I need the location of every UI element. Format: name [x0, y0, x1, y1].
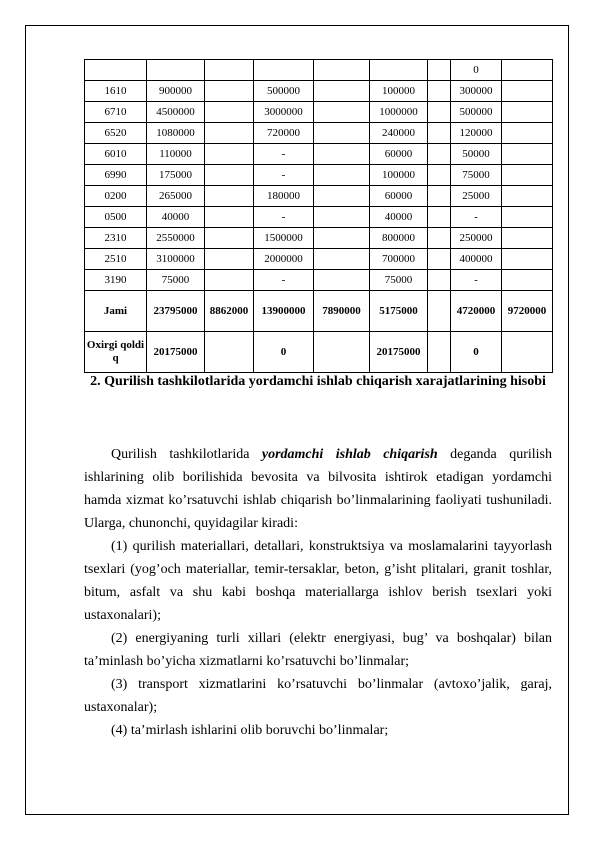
accounts-table — [84, 59, 553, 373]
table-row — [85, 332, 553, 373]
table-cell — [451, 102, 502, 123]
cell-text: 0 — [473, 345, 479, 358]
cell-text: 0 — [280, 345, 287, 358]
table-cell — [314, 60, 370, 81]
table-cell — [428, 207, 451, 228]
table-cell — [502, 270, 553, 291]
cell-text: - — [474, 210, 478, 223]
cell-text: 265000 — [159, 189, 192, 202]
table-cell — [85, 144, 147, 165]
cell-text: - — [281, 168, 286, 181]
table-cell — [205, 207, 254, 228]
table-cell — [147, 228, 205, 249]
table-row — [85, 186, 553, 207]
table-cell — [205, 228, 254, 249]
table-row — [85, 207, 553, 228]
cell-text: 4500000 — [156, 105, 195, 118]
table-cell — [254, 249, 314, 270]
table-cell — [85, 60, 147, 81]
table-cell — [254, 291, 314, 332]
table-cell — [502, 291, 553, 332]
cell-text: 60000 — [384, 147, 413, 160]
table-cell — [147, 270, 205, 291]
cell-text: 1080000 — [156, 126, 195, 139]
table-cell — [451, 144, 502, 165]
cell-text: 3100000 — [156, 252, 195, 265]
cell-text: - — [281, 273, 286, 286]
cell-text: Oxirgi qoldiq — [86, 339, 145, 364]
cell-text: 75000 — [384, 273, 413, 286]
table-cell — [314, 123, 370, 144]
table-cell — [370, 144, 428, 165]
table-cell — [502, 144, 553, 165]
table-row — [85, 144, 553, 165]
table-cell — [502, 186, 553, 207]
cell-text: 250000 — [459, 231, 493, 244]
table-cell — [314, 249, 370, 270]
table-cell — [451, 291, 502, 332]
cell-text: 40000 — [161, 210, 190, 223]
cell-text: 3000000 — [264, 105, 303, 118]
cell-text: 8862000 — [209, 304, 249, 317]
table-cell — [314, 165, 370, 186]
table-cell — [428, 81, 451, 102]
cell-text: 0 — [473, 63, 479, 76]
table-cell — [502, 332, 553, 373]
table-cell — [85, 228, 147, 249]
table-cell — [254, 144, 314, 165]
cell-text: 7890000 — [322, 304, 361, 317]
cell-text: 20175000 — [153, 345, 198, 358]
table-cell — [205, 81, 254, 102]
cell-text: 1000000 — [379, 105, 418, 118]
table-cell — [205, 123, 254, 144]
table-cell — [370, 270, 428, 291]
table-cell — [428, 102, 451, 123]
table-row — [85, 81, 553, 102]
table-cell — [428, 165, 451, 186]
table-cell — [451, 332, 502, 373]
table-row — [85, 123, 553, 144]
table-cell — [370, 60, 428, 81]
cell-text: - — [281, 210, 286, 223]
cell-text: 1500000 — [264, 231, 303, 244]
table-cell — [314, 81, 370, 102]
table-cell — [85, 332, 147, 373]
table-row — [85, 249, 553, 270]
table-cell — [451, 60, 502, 81]
cell-text: 6990 — [104, 168, 127, 181]
table-cell — [451, 165, 502, 186]
cell-text: 800000 — [382, 231, 415, 244]
cell-text: 6710 — [104, 105, 127, 118]
table-cell — [370, 249, 428, 270]
table-cell — [205, 60, 254, 81]
table-cell — [314, 270, 370, 291]
cell-text: 110000 — [159, 147, 192, 160]
table-cell — [451, 186, 502, 207]
table-cell — [205, 144, 254, 165]
cell-text: 13900000 — [261, 304, 306, 317]
paragraph-text: Qurilish tashkilotlarida — [111, 447, 262, 462]
table-cell — [85, 249, 147, 270]
table-cell — [147, 81, 205, 102]
body-text — [84, 443, 552, 742]
table-cell — [314, 207, 370, 228]
cell-text: 100000 — [382, 84, 415, 97]
table-row — [85, 228, 553, 249]
table-row — [85, 165, 553, 186]
table-cell — [254, 60, 314, 81]
table-row — [85, 291, 553, 332]
table-cell — [147, 332, 205, 373]
table-cell — [147, 102, 205, 123]
table-cell — [314, 186, 370, 207]
paragraph-text: deganda qurilish ishlarining olib borilishida bevosita va bilvosita ishtirok etadigan yordamchi hamda xizmat ko’rsatuvchi ishlab chiqarish bo’linmalarining faoliyati tushuniladi. Ularga, chunonchi, quyidagilar kiradi: — [84, 447, 552, 531]
cell-text: 50000 — [462, 147, 490, 160]
cell-text: 20175000 — [376, 345, 421, 358]
cell-text: 60000 — [384, 189, 413, 202]
cell-text: Jami — [103, 304, 128, 317]
table-cell — [502, 102, 553, 123]
table-cell — [147, 207, 205, 228]
table-cell — [254, 102, 314, 123]
cell-text: 120000 — [459, 126, 493, 139]
table-cell — [370, 102, 428, 123]
cell-text: 75000 — [462, 168, 490, 181]
table-cell — [147, 60, 205, 81]
cell-text: 180000 — [267, 189, 300, 202]
table-cell — [502, 249, 553, 270]
table-cell — [370, 228, 428, 249]
table-cell — [205, 291, 254, 332]
table-cell — [147, 123, 205, 144]
table-cell — [428, 291, 451, 332]
table-cell — [254, 81, 314, 102]
table-cell — [314, 228, 370, 249]
emphasis-term: yordamchi ishlab chiqarish — [261, 447, 438, 462]
table-cell — [254, 186, 314, 207]
cell-text: 2000000 — [264, 252, 303, 265]
table-cell — [314, 144, 370, 165]
table-cell — [370, 207, 428, 228]
table-cell — [205, 249, 254, 270]
table-cell — [254, 123, 314, 144]
table-cell — [205, 102, 254, 123]
cell-text: 400000 — [459, 252, 493, 265]
table-row — [85, 102, 553, 123]
table-cell — [428, 60, 451, 81]
table-cell — [147, 249, 205, 270]
list-item: (1) qurilish materiallari, detallari, konstruktsiya va moslamalarini tayyorlash tsexlari (yog’och materiallar, temir-tersaklar, beton, g’isht plitalari, granit toshlar, bitum, asfalt va shu kabi boshqa materiallarga ishlov berish tsexlari yoki ustaxonalari); — [84, 539, 552, 623]
table-cell — [428, 123, 451, 144]
table-cell — [428, 332, 451, 373]
table-cell — [451, 123, 502, 144]
cell-text: 4720000 — [456, 304, 496, 317]
list-item: (2) energiyaning turli xillari (elektr energiyasi, bug’ va boshqalar) bilan ta’minlash bo’yicha xizmatlarni ko’rsatuvchi bo’linmalar; — [84, 631, 552, 669]
table-cell — [147, 186, 205, 207]
table-cell — [451, 249, 502, 270]
cell-text: 700000 — [382, 252, 415, 265]
cell-text: 240000 — [382, 126, 415, 139]
table-cell — [451, 81, 502, 102]
table-cell — [314, 102, 370, 123]
paragraph-definition — [84, 443, 552, 535]
table-cell — [314, 332, 370, 373]
table-cell — [428, 270, 451, 291]
table-cell — [428, 144, 451, 165]
cell-text: 100000 — [382, 168, 415, 181]
table-cell — [254, 332, 314, 373]
table-cell — [147, 291, 205, 332]
table-cell — [254, 270, 314, 291]
table-cell — [428, 249, 451, 270]
table-cell — [147, 144, 205, 165]
table-cell — [85, 123, 147, 144]
table-cell — [451, 207, 502, 228]
cell-text: 2510 — [104, 252, 127, 265]
table-row — [85, 60, 553, 81]
table-cell — [314, 291, 370, 332]
table-cell — [370, 291, 428, 332]
cell-text: - — [474, 273, 478, 286]
table-cell — [502, 228, 553, 249]
cell-text: 2550000 — [156, 231, 195, 244]
section-heading: 2. Qurilish tashkilotlarida yordamchi ishlab chiqarish xarajatlarining hisobi — [90, 374, 546, 389]
table-cell — [85, 186, 147, 207]
cell-text: 6010 — [104, 147, 127, 160]
table-cell — [147, 165, 205, 186]
cell-text: 1610 — [104, 84, 127, 97]
cell-text: 23795000 — [153, 304, 198, 317]
cell-text: 720000 — [267, 126, 300, 139]
cell-text: 0500 — [104, 210, 127, 223]
table-cell — [205, 186, 254, 207]
cell-text: 500000 — [459, 105, 493, 118]
table-cell — [502, 123, 553, 144]
cell-text: 500000 — [267, 84, 300, 97]
table-cell — [205, 332, 254, 373]
cell-text: 40000 — [384, 210, 413, 223]
cell-text: 25000 — [462, 189, 490, 202]
table-cell — [451, 270, 502, 291]
table-cell — [205, 270, 254, 291]
table-cell — [85, 102, 147, 123]
list-item: (3) transport xizmatlarini ko’rsatuvchi bo’linmalar (avtoxo’jalik, garaj, ustaxonalar); — [84, 677, 552, 715]
table-cell — [85, 270, 147, 291]
table-cell — [254, 228, 314, 249]
table-cell — [451, 228, 502, 249]
table-cell — [428, 186, 451, 207]
list-item: (4) ta’mirlash ishlarini olib boruvchi bo’linmalar; — [111, 723, 389, 738]
cell-text: 5175000 — [379, 304, 418, 317]
cell-text: 2310 — [104, 231, 127, 244]
table-cell — [502, 60, 553, 81]
table-cell — [254, 207, 314, 228]
table-cell — [370, 186, 428, 207]
cell-text: 75000 — [161, 273, 190, 286]
cell-text: - — [281, 147, 286, 160]
cell-text: 900000 — [159, 84, 192, 97]
cell-text: 300000 — [459, 84, 493, 97]
cell-text: 0200 — [104, 189, 127, 202]
table-cell — [205, 165, 254, 186]
cell-text: 3190 — [104, 273, 127, 286]
table-cell — [370, 81, 428, 102]
table-cell — [254, 165, 314, 186]
table-cell — [428, 228, 451, 249]
cell-text: 6520 — [104, 126, 127, 139]
table-cell — [370, 165, 428, 186]
cell-text: 9720000 — [507, 304, 547, 317]
table-cell — [502, 81, 553, 102]
table-cell — [370, 332, 428, 373]
table-cell — [85, 291, 147, 332]
table-cell — [85, 81, 147, 102]
table-cell — [502, 165, 553, 186]
table-cell — [85, 207, 147, 228]
cell-text: 175000 — [159, 168, 192, 181]
table-cell — [85, 165, 147, 186]
table-cell — [370, 123, 428, 144]
table-row — [85, 270, 553, 291]
table-cell — [502, 207, 553, 228]
